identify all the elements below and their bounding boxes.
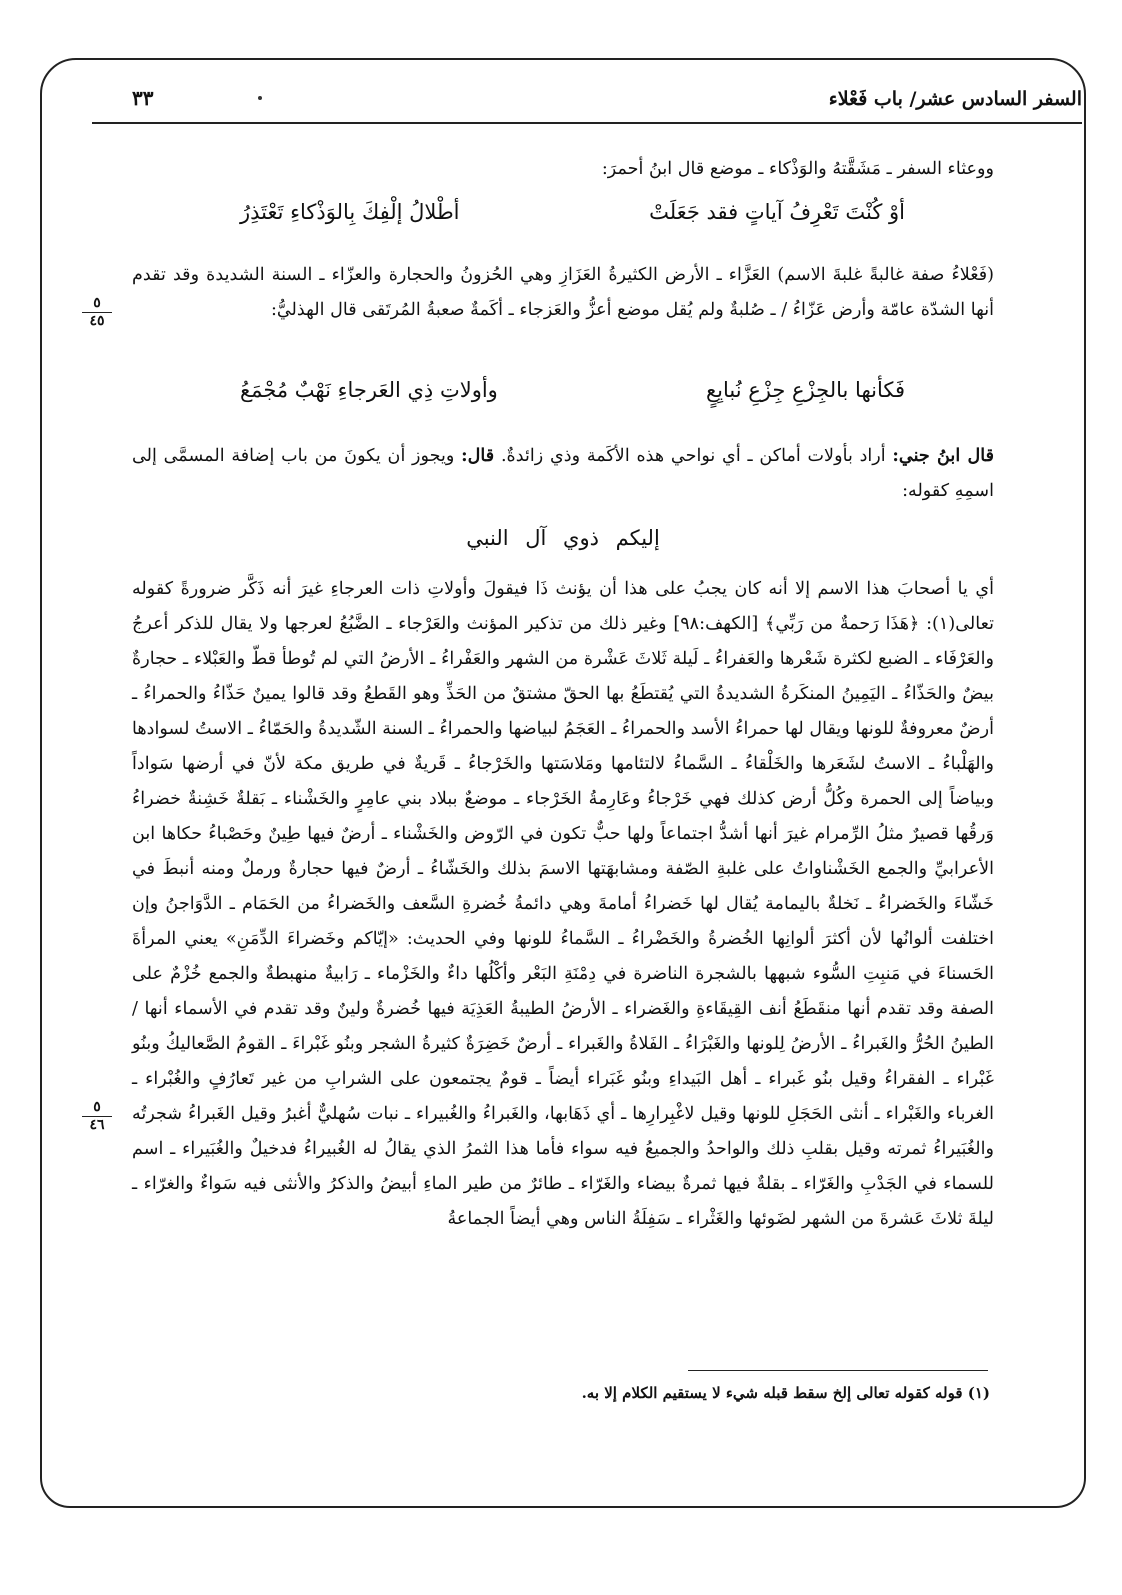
paragraph-2-text: (فَعْلاءُ صفة غالبةً غلبةَ الاسم) العَزَّاء ـ الأرض الكثيرةُ العَزَازِ وهي الحُزونُ والحجارة والعزّاء ـ السنة الشديدة وقد تقدم أنها الشدّة عامّة وأرض عَزّاءُ / ـ صُلبةٌ ولم يُقل موضع أعزُّ والعَزجاء ـ أكَمةٌ صعبةُ المُرتَقى قال الهذليُّ: xyxy=(132,265,994,320)
verse-2-second-hemistich: وأولاتِ ذِي العَرجاءِ نَهْبٌ مُجْمَعُ xyxy=(240,378,498,402)
paragraph-3 xyxy=(132,438,994,509)
ink-dot xyxy=(258,96,262,100)
header-rule xyxy=(92,122,1082,124)
main-paragraph xyxy=(132,572,994,1237)
paragraph-3-part2: ويجوز أن يكونَ من باب إضافة المسمَّى إلى اسمِهِ كقوله: xyxy=(132,446,994,501)
margin-marker-top: ٥ xyxy=(93,295,101,311)
footnote: (١) قوله كقوله تعالى إلخ سقط قبله شيء لا يستقيم الكلام إلا به. xyxy=(581,1384,990,1402)
paragraph-2 xyxy=(132,258,994,328)
speaker-label-2: قال: xyxy=(461,445,495,466)
verse-1-second-hemistich: أطْلالُ إلْفِكَ بِالوَذْكاءِ تَعْتَذِرُ xyxy=(240,200,460,224)
main-paragraph-text: أي يا أصحابَ هذا الاسم إلا أنه كان يجبُ على هذا أن يؤنث ذَا فيقولَ وأولاتِ ذات العرجاءِ غيرَ أنه ذَكَّر ضرورةً كقوله تعالى(١): ﴿هَذَا رَحمةٌ من رَبِّي﴾ [الكهف:٩٨] وغير ذلك من تذكير المؤنث والعَرْجاء ـ الضَّبُعُ لعرجها ولا يقال للذكر أعرجُ والعَرْفَاء ـ الضبع لكثرة شَعْرها والعَفراءُ ـ لَيلة ثَلاثَ عَشْرة من الشهر والعَفْراءُ ـ الأرضُ التي لم تُوطأ قطّ والعَبْلاء ـ حجارةٌ بيضٌ والحَذّاءُ ـ اليَمِينُ المنكَرةُ الشديدةُ التي يُقتطَعُ بها الحقّ مشتقٌ من الحَذِّ وهو القَطعُ وقد قالوا يمينٌ حَذّاءُ والحمراءُ ـ أرضٌ معروفةٌ للونها ويقال لها حمراءُ الأسد والحمراءُ ـ العَجَمُ لبياضها والحمراءُ ـ السنة الشّديدةُ والحَمّاءُ ـ الاستُ لسوادها والهَلْباءُ ـ الاستُ لشَعَرها والخَلْقاءُ ـ السَّماءُ لالتئامها ومَلاسَتها والخَرْجاءُ ـ قَريةٌ في طريق مكة لأنّ في أرضها سَواداً وبياضاً إلى الحمرة وكُلُّ أرض كذلك فهي خَرْجاءُ وعَارِمةُ الخَرْجاء ـ موضعٌ ببلاد بني عامِرٍ والخَشْناء ـ بَقلةٌ خَشِنةٌ خضراءُ وَرقُها قصيرٌ مثلُ الرِّمرام غيرَ أنها أشدُّ اجتماعاً ولها حبٌّ تكون في الرّوض والخَشْناء ـ أرضٌ فيها طِينٌ وحَصْباءُ حكاها ابن الأعرابيِّ والجمع الخَشْناواتُ على غلبةِ الصّفة ومشابهَتها الاسمَ بذلك والخَشّاءُ ـ أرضٌ فيها حجارةٌ ورملٌ ومنه أنبطَ في خَشّاءَ والخَضراءُ ـ نَخلةٌ باليمامة يُقال لها خَضراءُ أمامةَ وهي دائمةُ خُضرةِ السَّعف والخَضراءُ من الحَمَام ـ الدَّوَاجنُ وإن اختلفت ألوانُها لأن أكثرَ ألوانِها الخُضرةُ والخَضْراءُ ـ السَّماءُ للونها وفي الحديث: «إيّاكم وخَضراءَ الدِّمَنِ» يعني المرأةَ الحَسناءَ في مَنبِتِ السُّوء شبهها بالشجرة الناضرة في دِمْنَةِ البَعْر وأكْلُها داءٌ والخَزْماء ـ رَابيةٌ منهبطةٌ والجمع خُزْمٌ على الصفة وقد تقدم أنها منقَطَعُ أنف القِيقَاءةِ والغَضراء ـ الأرضُ الطيبةُ العَذِيَة فيها خُضرةٌ ولينٌ وقد تقدم في الأسماء أنها / الطينُ الحُرُّ والغَبراءُ ـ الأرضُ لِلونها والغَبْرَاءُ ـ الفَلاةُ والغَبراء ـ أرضٌ خَضِرَةٌ كثيرةُ الشجر وبنُو غَبْراءَ ـ القومُ الصَّعاليكُ وبنُو غَبْراء ـ الفقراءُ وقيل بنُو غَبراء ـ أهل البَيداءِ وبنُو غَبَراء أيضاً ـ قومٌ يجتمعون على الشرابِ من غير تَعارُفٍ والغُبْراء ـ الغرباء والغَبْراء ـ أنثى الحَجَلِ للونها وقيل لاغْبِرارِها ـ أي ذَهَابها، والغَبراءُ والغُبيراء ـ نبات سُهليٌّ أغبرُ وقيل الغَبراءُ شجرتُه والغُبَيراءُ ثمرته وقيل بقلبِ ذلك والواحدُ والجميعُ فيه سواء فأما هذا الثمرُ الذي يقالُ له الغُبيراءُ فدخيلٌ والغُبَيراء ـ اسم للسماء في الجَدْبِ والغَرّاء ـ بقلةٌ فيها ثمرةٌ بيضاء والغَرّاء ـ طائرٌ من طير الماءِ أبيضُ والذكرُ والأنثى فيه سَواءٌ والغرّاء ـ ليلةَ ثلاثَ عَشرةَ من الشهر لضَوئها والغَثْراء ـ سَفِلَةُ الناس وهي أيضاً الجماعةُ xyxy=(132,579,995,1229)
page-header xyxy=(92,84,1082,120)
margin-marker-bottom-2: ٤٦ xyxy=(89,1117,105,1133)
margin-marker-top-2: ٥ xyxy=(93,1099,101,1115)
margin-page-marker-2 xyxy=(78,1100,116,1133)
verse-1-first-hemistich: أوْ كُنْتَ تَعْرِفُ آياتٍ فقد جَعَلَتْ xyxy=(649,200,905,224)
margin-page-marker xyxy=(78,296,116,329)
speaker-label: قال ابنُ جني: xyxy=(892,445,995,466)
intro-text: ووعثاء السفر ـ مَشَقَّتهُ والوَذْكاء ـ موضع قال ابنُ أحمرَ: xyxy=(601,159,994,179)
running-head: السفر السادس عشر/ باب فَعْلاء xyxy=(828,88,1082,110)
footnote-rule xyxy=(688,1370,988,1371)
margin-marker-bottom: ٤٥ xyxy=(89,313,105,329)
page-number: ٣٣ xyxy=(132,86,154,110)
paragraph-3-part1: أراد بأولات أماكن ـ أي نواحي هذه الأكَمة وذي زائدةٌ. xyxy=(500,446,886,466)
paragraph-3-text xyxy=(132,438,994,509)
quoted-verse: إليكم ذوي آل النبي xyxy=(466,526,660,550)
intro-line xyxy=(132,152,994,187)
verse-2-first-hemistich: فَكأنها بالجِزْعِ جِزْعِ نُبايِعٍ xyxy=(706,378,905,402)
